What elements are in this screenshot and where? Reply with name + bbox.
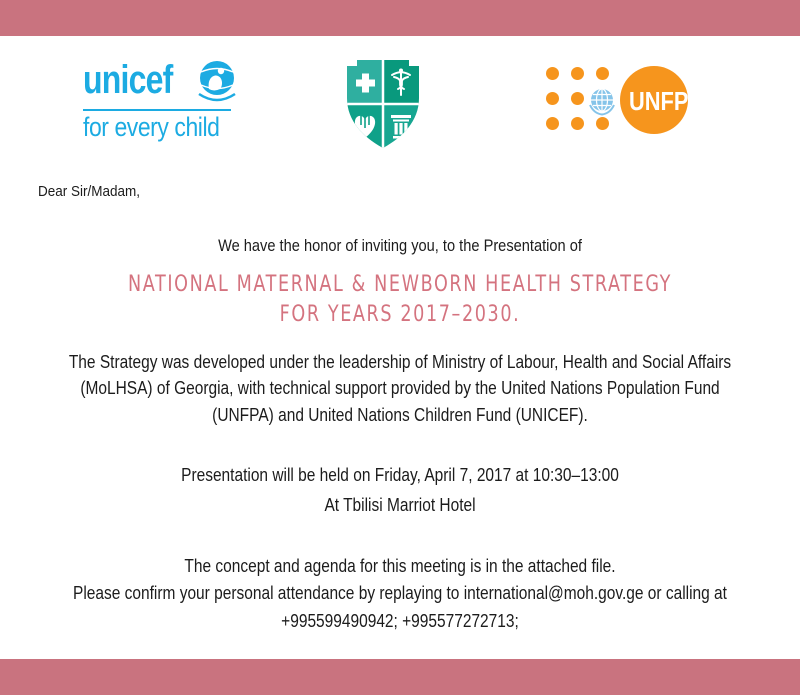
unicef-wordmark: unicef [83,58,173,102]
body-line2: (MoLHSA) of Georgia, with technical support provided by the United Nations Population Fund [80,378,720,398]
event-datetime-line: Presentation will be held on Friday, April 7, 2017 at 10:30–13:00 [181,465,619,485]
body-line3: (UNFPA) and United Nations Children Fund (UNICEF). [212,405,588,425]
phone-numbers: +995599490942; +995577272713; [281,611,519,631]
attachment-note: The concept and agenda for this meeting is in the attached file. [184,556,616,576]
unfpa-dot [546,67,559,80]
moh-shield-logo [343,60,423,148]
unfpa-dot [546,92,559,105]
unicef-divider [83,109,231,111]
unfpa-wordmark: UNFPA [629,86,703,116]
intro-line: We have the honor of inviting you, to the Presentation of [218,236,582,255]
top-border-band [0,0,800,36]
salutation: Dear Sir/Madam, [38,183,141,200]
unfpa-dot [571,117,584,130]
rsvp-line: Please confirm your personal attendance by replaying to international@moh.gov.ge or calling at [73,583,727,603]
shield-quadrant-br [383,104,423,148]
strategy-title-line2: FOR YEARS 2017–2030. [279,302,521,327]
event-venue-line: At Tbilisi Marriot Hotel [324,495,476,515]
strategy-title-line1: NATIONAL MATERNAL & NEWBORN HEALTH STRATEGY [127,272,673,297]
un-globe-icon [586,85,618,117]
body-line1: The Strategy was developed under the leadership of Ministry of Labour, Health and Social Affairs [68,352,732,372]
bottom-border-band [0,659,800,695]
shield-quadrant-tr [383,60,423,104]
unfpa-dot [571,67,584,80]
unfpa-dot [546,117,559,130]
un-mother-child-globe-icon [194,58,240,106]
unfpa-dot [596,117,609,130]
unfpa-dot [596,67,609,80]
unfpa-dot [571,92,584,105]
unicef-tagline: for every child [83,112,220,142]
